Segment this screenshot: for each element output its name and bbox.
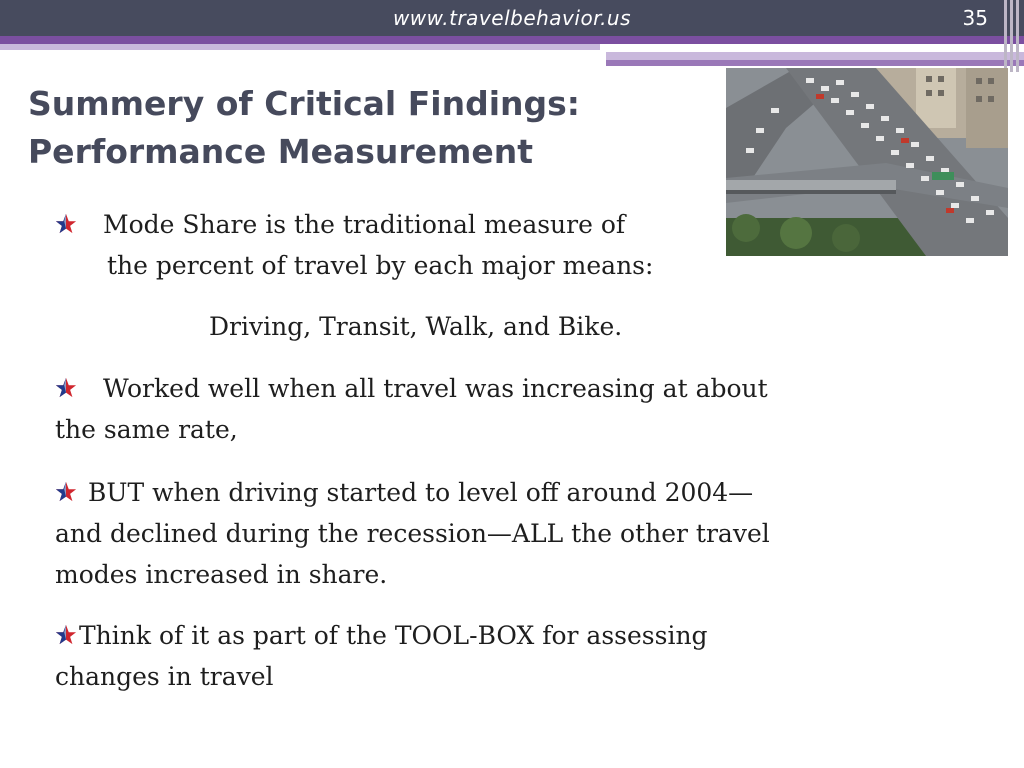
bullet-1-line-3: Driving, Transit, Walk, and Bike.: [209, 312, 623, 341]
page-number: 35: [962, 6, 988, 30]
bullet-1-line-2: the percent of travel by each major means:: [107, 251, 654, 280]
bullet-1-line-1: Mode Share is the traditional measure of: [103, 210, 626, 239]
header-url: www.travelbehavior.us: [392, 6, 632, 30]
header-stripe-right: [606, 52, 1024, 60]
bullet-worked-well: [55, 368, 768, 450]
bullet-3-line-2: and declined during the recession—ALL the other travel: [55, 519, 770, 548]
bullet-3-line-1: BUT when driving started to level off around 2004—: [88, 478, 754, 507]
bullet-3-line-3: modes increased in share.: [55, 560, 388, 589]
traffic-jam-photo: [726, 68, 1008, 256]
bullet-2-line-1: Worked well when all travel was increasing at about: [103, 374, 768, 403]
bullet-2-line-2: the same rate,: [55, 415, 238, 444]
bullet-tool-box: [55, 615, 708, 697]
bullet-but-when-driving: [55, 472, 770, 595]
bullet-4-line-2: changes in travel: [55, 662, 274, 691]
slide-title: [28, 80, 580, 176]
slide-title-line1: Summery of Critical Findings:: [28, 84, 580, 123]
decorative-vertical-bars: [1002, 0, 1024, 72]
slide-title-line2: Performance Measurement: [28, 132, 534, 171]
header-stripe-light: [0, 44, 600, 50]
bullet-4-line-1: Think of it as part of the TOOL-BOX for assessing: [79, 621, 708, 650]
bullet-mode-share: [55, 204, 653, 347]
header-stripe: [0, 36, 1024, 44]
header-stripe-right-dark: [606, 60, 1024, 66]
